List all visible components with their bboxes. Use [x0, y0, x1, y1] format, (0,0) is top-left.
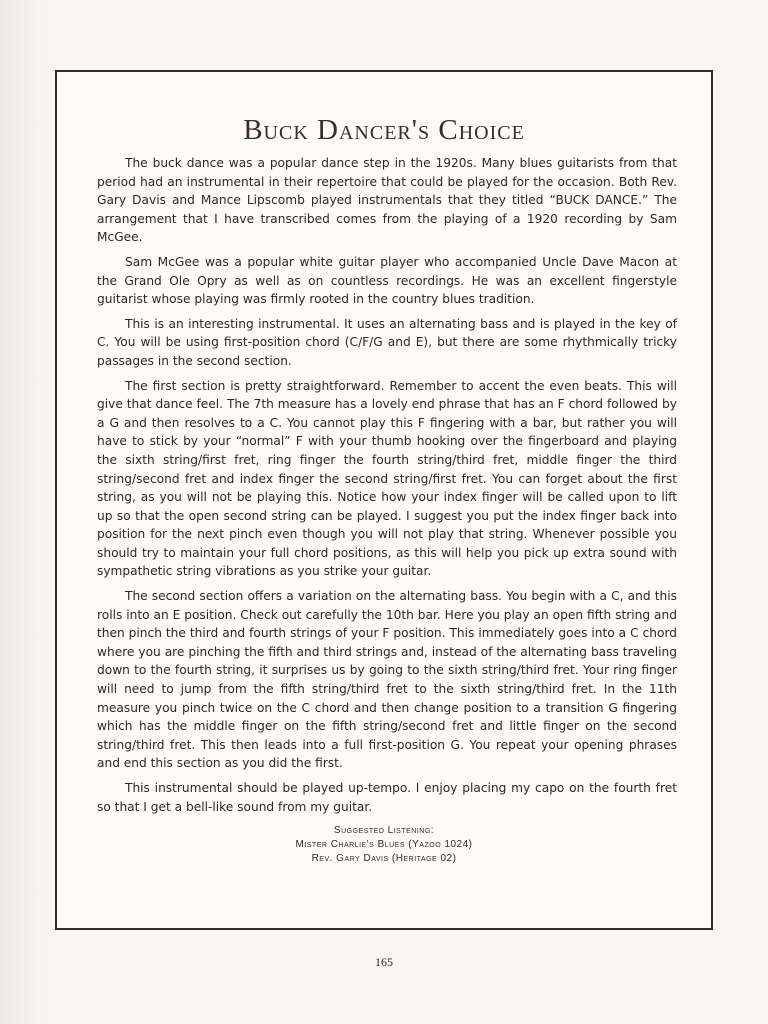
- paragraph-tempo: This instrumental should be played up-tempo. I enjoy placing my capo on the fourth fret so that I get a bell-like sound from my guitar.: [97, 781, 677, 814]
- paragraph-sam-mcgee: Sam McGee was a popular white guitar player who accompanied Uncle Dave Macon at the Grand Ole Opry as well as on countless recordings. He was an excellent fingerstyle guitarist whose playing was firmly rooted in the country blues tradition.: [97, 254, 677, 307]
- suggested-listening: [57, 824, 711, 866]
- article-body: [97, 154, 677, 822]
- paragraph-instrumental: This is an interesting instrumental. It uses an alternating bass and is played in the key of C. You will be using first-position chord (C/F/G and E), but there are some rhythmically tricky passages in the second section.: [97, 316, 677, 368]
- page-frame: [55, 70, 713, 930]
- paragraph-intro: The buck dance was a popular dance step in the 1920s. Many blues guitarists from that period had an instrumental in their repertoire that could be played for the occasion. Both Rev. Gary Davis and Mance Lipscomb played instrumentals that they titled “BUCK DANCE.” The arrangement that I have transcribed comes from the playing of a 1920 recording by Sam McGee.: [97, 156, 677, 245]
- listening-heading: Suggested Listening:: [333, 825, 435, 836]
- paragraph-second-section: The second section offers a variation on the alternating bass. You begin with a C, and this rolls into an E position. Check out carefully the 10th bar. Here you play an open fifth string and then pinch the third and fourth strings of your F position. This immediately goes into a C chord where you are pinching the fifth and third strings and, instead of the alternating bass traveling down to the fourth string, it surprises us by going to the sixth string/third fret. Your ring finger will need to jump from the fifth string/third fret to the sixth string/third fret. In the 11th measure you pinch twice on the C chord and then change position to a transition G fingering which has the middle finger on the fifth string/second fret and little finger on the second string/third fret. This then leads into a full first-position G. You repeat your opening phrases and end this section as you did the first.: [97, 589, 677, 771]
- paragraph-first-section: The first section is pretty straightforward. Remember to accent the even beats. This will give that dance feel. The 7th measure has a lovely end phrase that has an F chord followed by a G and then resolves to a C. You cannot play this F fingering with a bar, but rather you will have to stick by your “normal” F with your thumb hooking over the fingerboard and playing the sixth string/first fret, ring finger the fourth string/third fret, middle finger the third string/second fret and index finger the second string/first fret. You can forget about the first string, as you will not be playing this. Notice how your index finger will be called upon to lift up so that the open second string can be played. I suggest you put the index finger back into position for the next pinch even though you will not play that string. Whenever possible you should try to maintain your full chord positions, as this will help you pick up extra sound with sympathetic string vibrations as you strike your guitar.: [97, 378, 677, 579]
- page-number: 165: [375, 955, 393, 969]
- listening-item: Rev. Gary Davis (Heritage 02): [311, 853, 457, 864]
- scan-edge-shadow: [0, 0, 52, 1024]
- page-title: Buck Dancer's Choice: [243, 114, 525, 146]
- listening-item: Mister Charlie's Blues (Yazoo 1024): [295, 839, 473, 850]
